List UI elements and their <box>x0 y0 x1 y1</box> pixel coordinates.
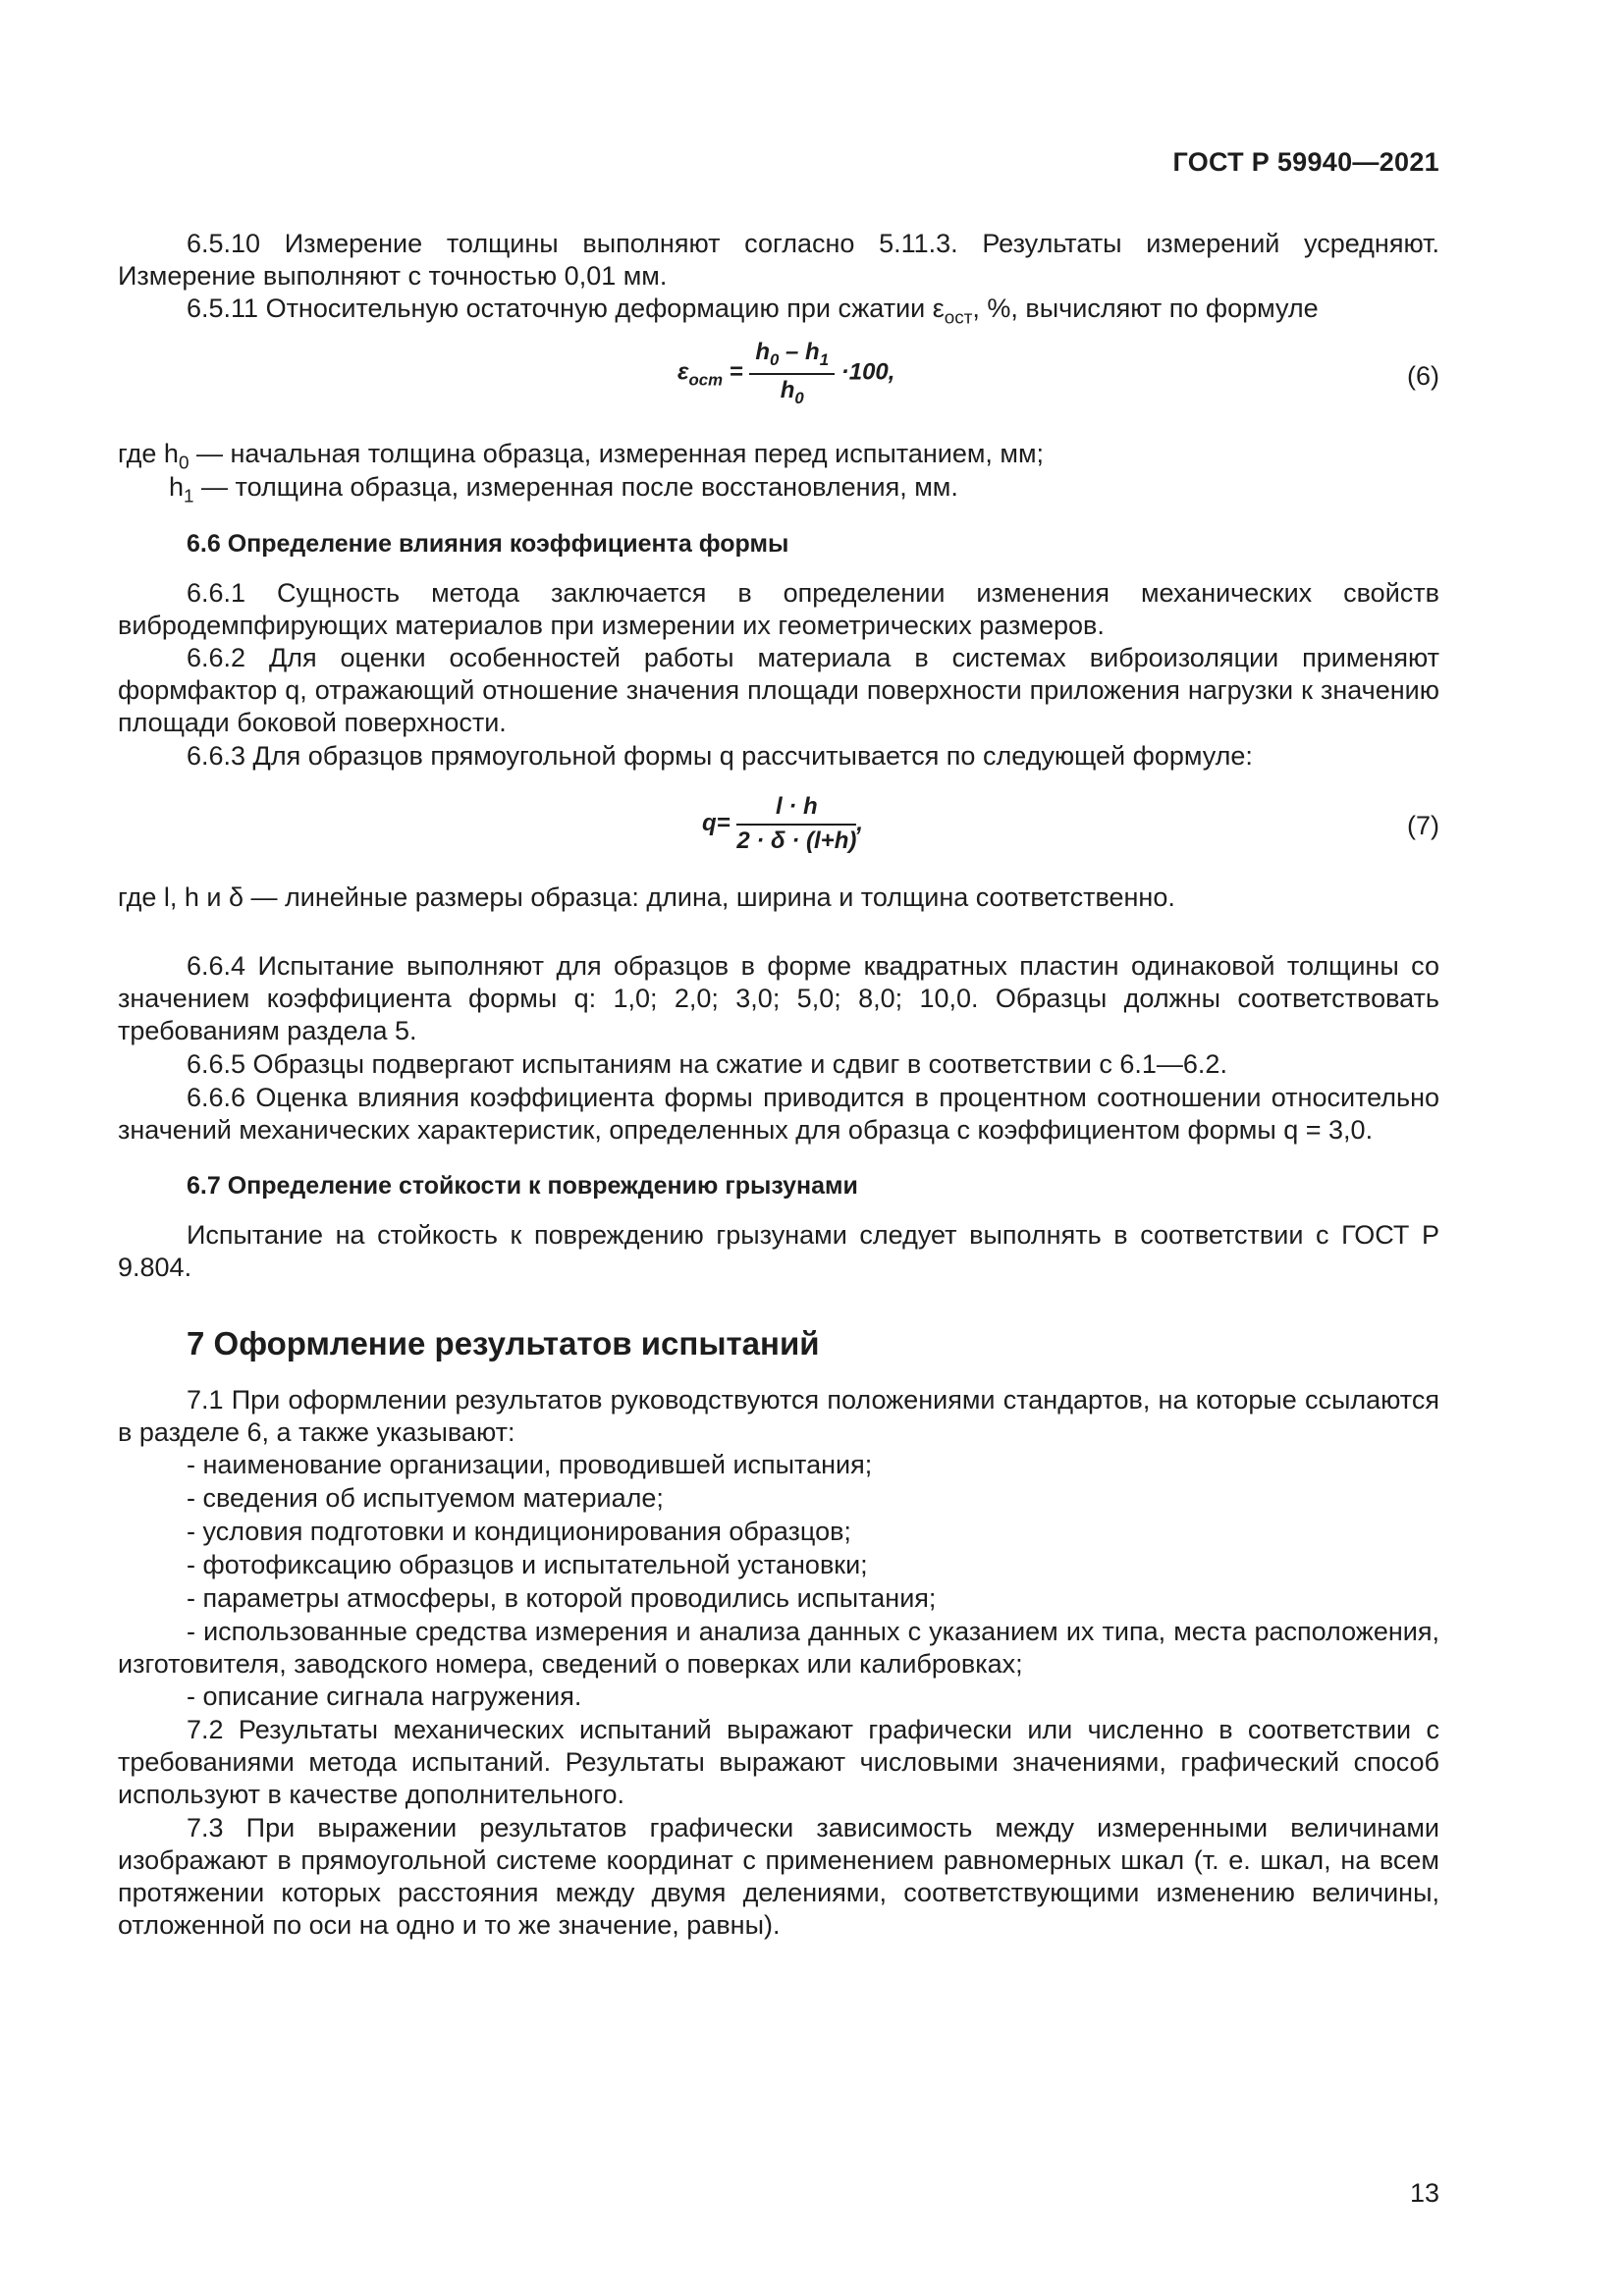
where-7: где l, h и δ — линейные размеры образца: длина, ширина и толщина соответственно. <box>118 882 1175 912</box>
paragraph-6-7: Испытание на стойкость к повреждению грызунами следует выполнять в соответствии с ГОСТ Р 9.804. <box>118 1220 1439 1282</box>
formula-7-fraction: $\frac{l \cdot h}{2 \cdot \delta \cdot (l+h)}$ <box>736 793 857 854</box>
formula-6-fraction: $\frac{h_0 - h_1}{h_0}$ <box>749 339 835 408</box>
page-number: 13 <box>1409 2178 1439 2208</box>
paragraph-6-6-2: 6.6.2 Для оценки особенностей работы материала в системах виброизоляции применяют формфактор q, отражающий отношение значения площади поверхности приложения нагрузки к значению площади боковой поверхности. <box>118 643 1439 737</box>
list-item: - параметры атмосферы, в которой проводились испытания; <box>187 1583 937 1613</box>
paragraph-6-6-3: 6.6.3 Для образцов прямоугольной формы q рассчитывается по следующей формуле: <box>187 741 1253 771</box>
list-item: - описание сигнала нагружения. <box>187 1682 582 1711</box>
list-item-long: - использованные средства измерения и анализа данных с указанием их типа, места расположения, изготовителя, заводского номера, сведений о поверках или калибровках; <box>118 1617 1439 1679</box>
paragraph-6-5-10: 6.5.10 Измерение толщины выполняют согласно 5.11.3. Результаты измерений усредняют. Измерение выполняют с точностью 0,01 мм. <box>118 229 1439 291</box>
paragraph-7-1: 7.1 При оформлении результатов руководствуются положениями стандартов, на которые ссылаются в разделе 6, а также указывают: <box>118 1385 1439 1447</box>
paragraph-6-5-11: 6.5.11 Относительную остаточную деформацию при сжатии $\varepsilon_{ост}$, %, вычисляют по формуле <box>187 294 1319 329</box>
paragraph-6-6-5: 6.6.5 Образцы подвергают испытаниям на сжатие и сдвиг в соответствии с 6.1—6.2. <box>187 1049 1227 1079</box>
list-item: - фотофиксацию образцов и испытательной установки; <box>187 1550 868 1579</box>
paragraph-7-3: 7.3 При выражении результатов графически зависимость между измеренными величинами изображают в прямоугольной системе координат с применением равномерных шкал (т. е. шкал, на всем протяжении которых расстояния между двумя делениями, соответствующими изменению величины, отложенной по оси на одно и то же значение, равны). <box>118 1813 1439 1940</box>
heading-7: 7 Оформление результатов испытаний <box>187 1325 820 1362</box>
formula-6-number: (6) <box>1407 361 1439 391</box>
document-header: ГОСТ Р 59940—2021 <box>1172 147 1439 177</box>
heading-6-6: 6.6 Определение влияния коэффициента формы <box>187 530 789 558</box>
heading-6-7: 6.7 Определение стойкости к повреждению грызунами <box>187 1172 858 1200</box>
paragraph-6-6-1: 6.6.1 Сущность метода заключается в определении изменения механических свойств вибродемпфирующих материалов при измерении их геометрических размеров. <box>118 578 1439 640</box>
paragraph-6-6-4: 6.6.4 Испытание выполняют для образцов в форме квадратных пластин одинаковой толщины со значением коэффициента формы q: 1,0; 2,0; 3,0; 5,0; 8,0; 10,0. Образцы должны соответствовать требованиям раздела 5. <box>118 951 1439 1045</box>
formula-7: q= $\frac{l \cdot h}{2 \cdot \delta \cdot (l+h)}$ , <box>702 793 864 854</box>
paragraph-7-2: 7.2 Результаты механических испытаний выражают графически или численно в соответствии с требованиями метода испытаний. Результаты выражают числовыми значениями, графический способ используют в качестве дополнительного. <box>118 1715 1439 1809</box>
where-6-line-1: где $h_0$ — начальная толщина образца, измеренная перед испытанием, мм; <box>118 439 1045 474</box>
where-6-line-2: $h_1$ — толщина образца, измеренная после восстановления, мм. <box>169 472 958 507</box>
paragraph-6-6-6: 6.6.6 Оценка влияния коэффициента формы приводится в процентном соотношении относительно значений механических характеристик, определенных для образца с коэффициентом формы q = 3,0. <box>118 1083 1439 1145</box>
formula-6: $\varepsilon_{ост}$ = $\frac{h_0 - h_1}{h_0}$ ·100, <box>677 339 895 407</box>
formula-7-number: (7) <box>1407 811 1439 840</box>
list-item: - наименование организации, проводившей испытания; <box>187 1450 873 1479</box>
list-item: - сведения об испытуемом материале; <box>187 1483 664 1513</box>
list-item: - условия подготовки и кондиционирования образцов; <box>187 1517 851 1546</box>
